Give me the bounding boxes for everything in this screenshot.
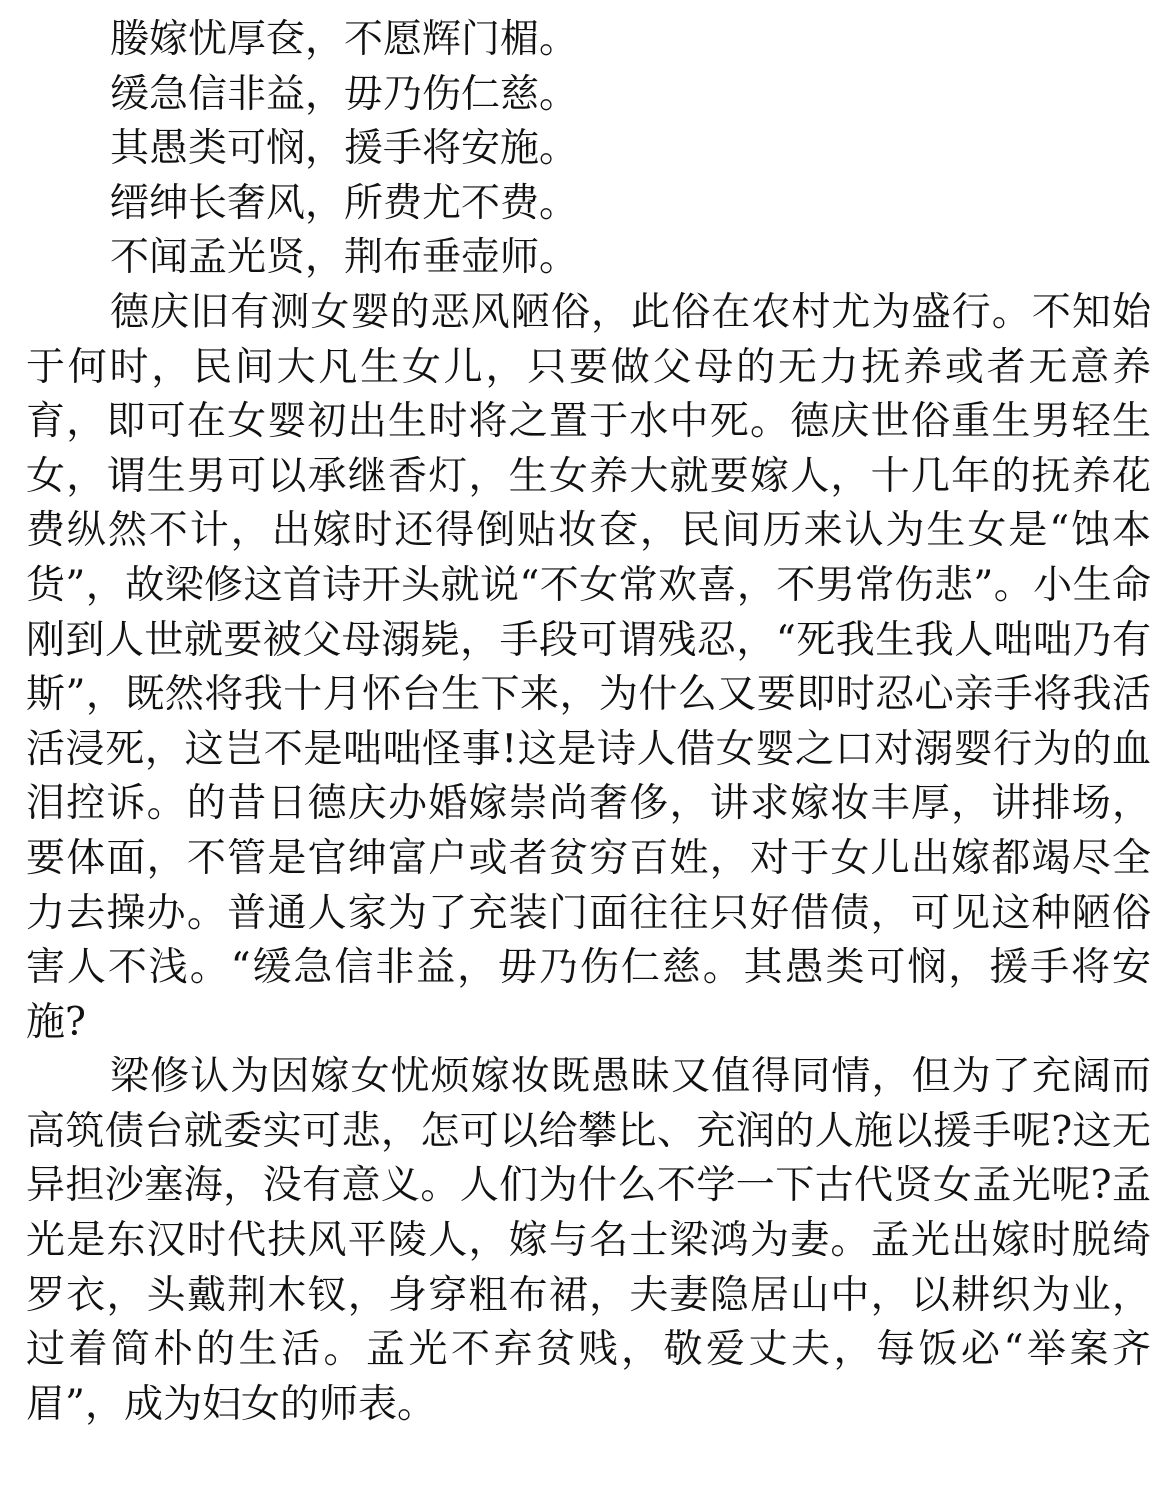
poem-line: 不闻孟光贤，荆布垂壶师。: [110, 235, 579, 281]
poem-line: 媵嫁忧厚奁，不愿辉门楣。: [110, 17, 579, 62]
poem-block: [26, 13, 1151, 286]
poem-line: 其愚类可悯，援手将安施。: [110, 126, 579, 172]
body-text: [26, 286, 1151, 1432]
body-paragraph: 梁修认为因嫁女忧烦嫁妆既愚昧又值得同情，但为了充阔而高筑债台就委实可悲，怎可以给攀比、充润的人施以援手呢?这无异担沙塞海，没有意义。人们为什么不学一下古代贤女孟光呢?孟光是东汉时代扶风平陵人，嫁与名士梁鸿为妻。孟光出嫁时脱绮罗衣，头戴荆木钗，身穿粗布裙，夫妻隐居山中，以耕织为业，过着简朴的生活。孟光不弃贫贱，敬爱丈夫，每饭必“举案齐眉”，成为妇女的师表。: [26, 1054, 1151, 1427]
body-paragraph: 德庆旧有测女婴的恶风陋俗，此俗在农村尤为盛行。不知始于何时，民间大凡生女儿，只要做父母的无力抚养或者无意养育，即可在女婴初出生时将之置于水中死。德庆世俗重生男轻生女，谓生男可以承继香灯，生女养大就要嫁人，十几年的抚养花费纵然不计，出嫁时还得倒贴妆奁，民间历来认为生女是“蚀本货”，故梁修这首诗开头就说“不女常欢喜，不男常伤悲”。小生命刚到人世就要被父母溺毙，手段可谓残忍，“死我生我人咄咄乃有斯”，既然将我十月怀台生下来，为什么又要即时忍心亲手将我活活浸死，这岂不是咄咄怪事!这是诗人借女婴之口对溺婴行为的血泪控诉。的昔日德庆办婚嫁崇尚奢侈，讲求嫁妆丰厚，讲排场，要体面，不管是官绅富户或者贫穷百姓，对于女儿出嫁都竭尽全力去操办。普通人家为了充装门面往往只好借债，可见这种陋俗害人不浅。“缓急信非益，毋乃伤仁慈。其愚类可悯，援手将安施?: [26, 289, 1151, 1045]
poem-line: 缙绅长奢风，所费尤不费。: [110, 180, 579, 226]
poem-line: 缓急信非益，毋乃伤仁慈。: [110, 71, 579, 117]
